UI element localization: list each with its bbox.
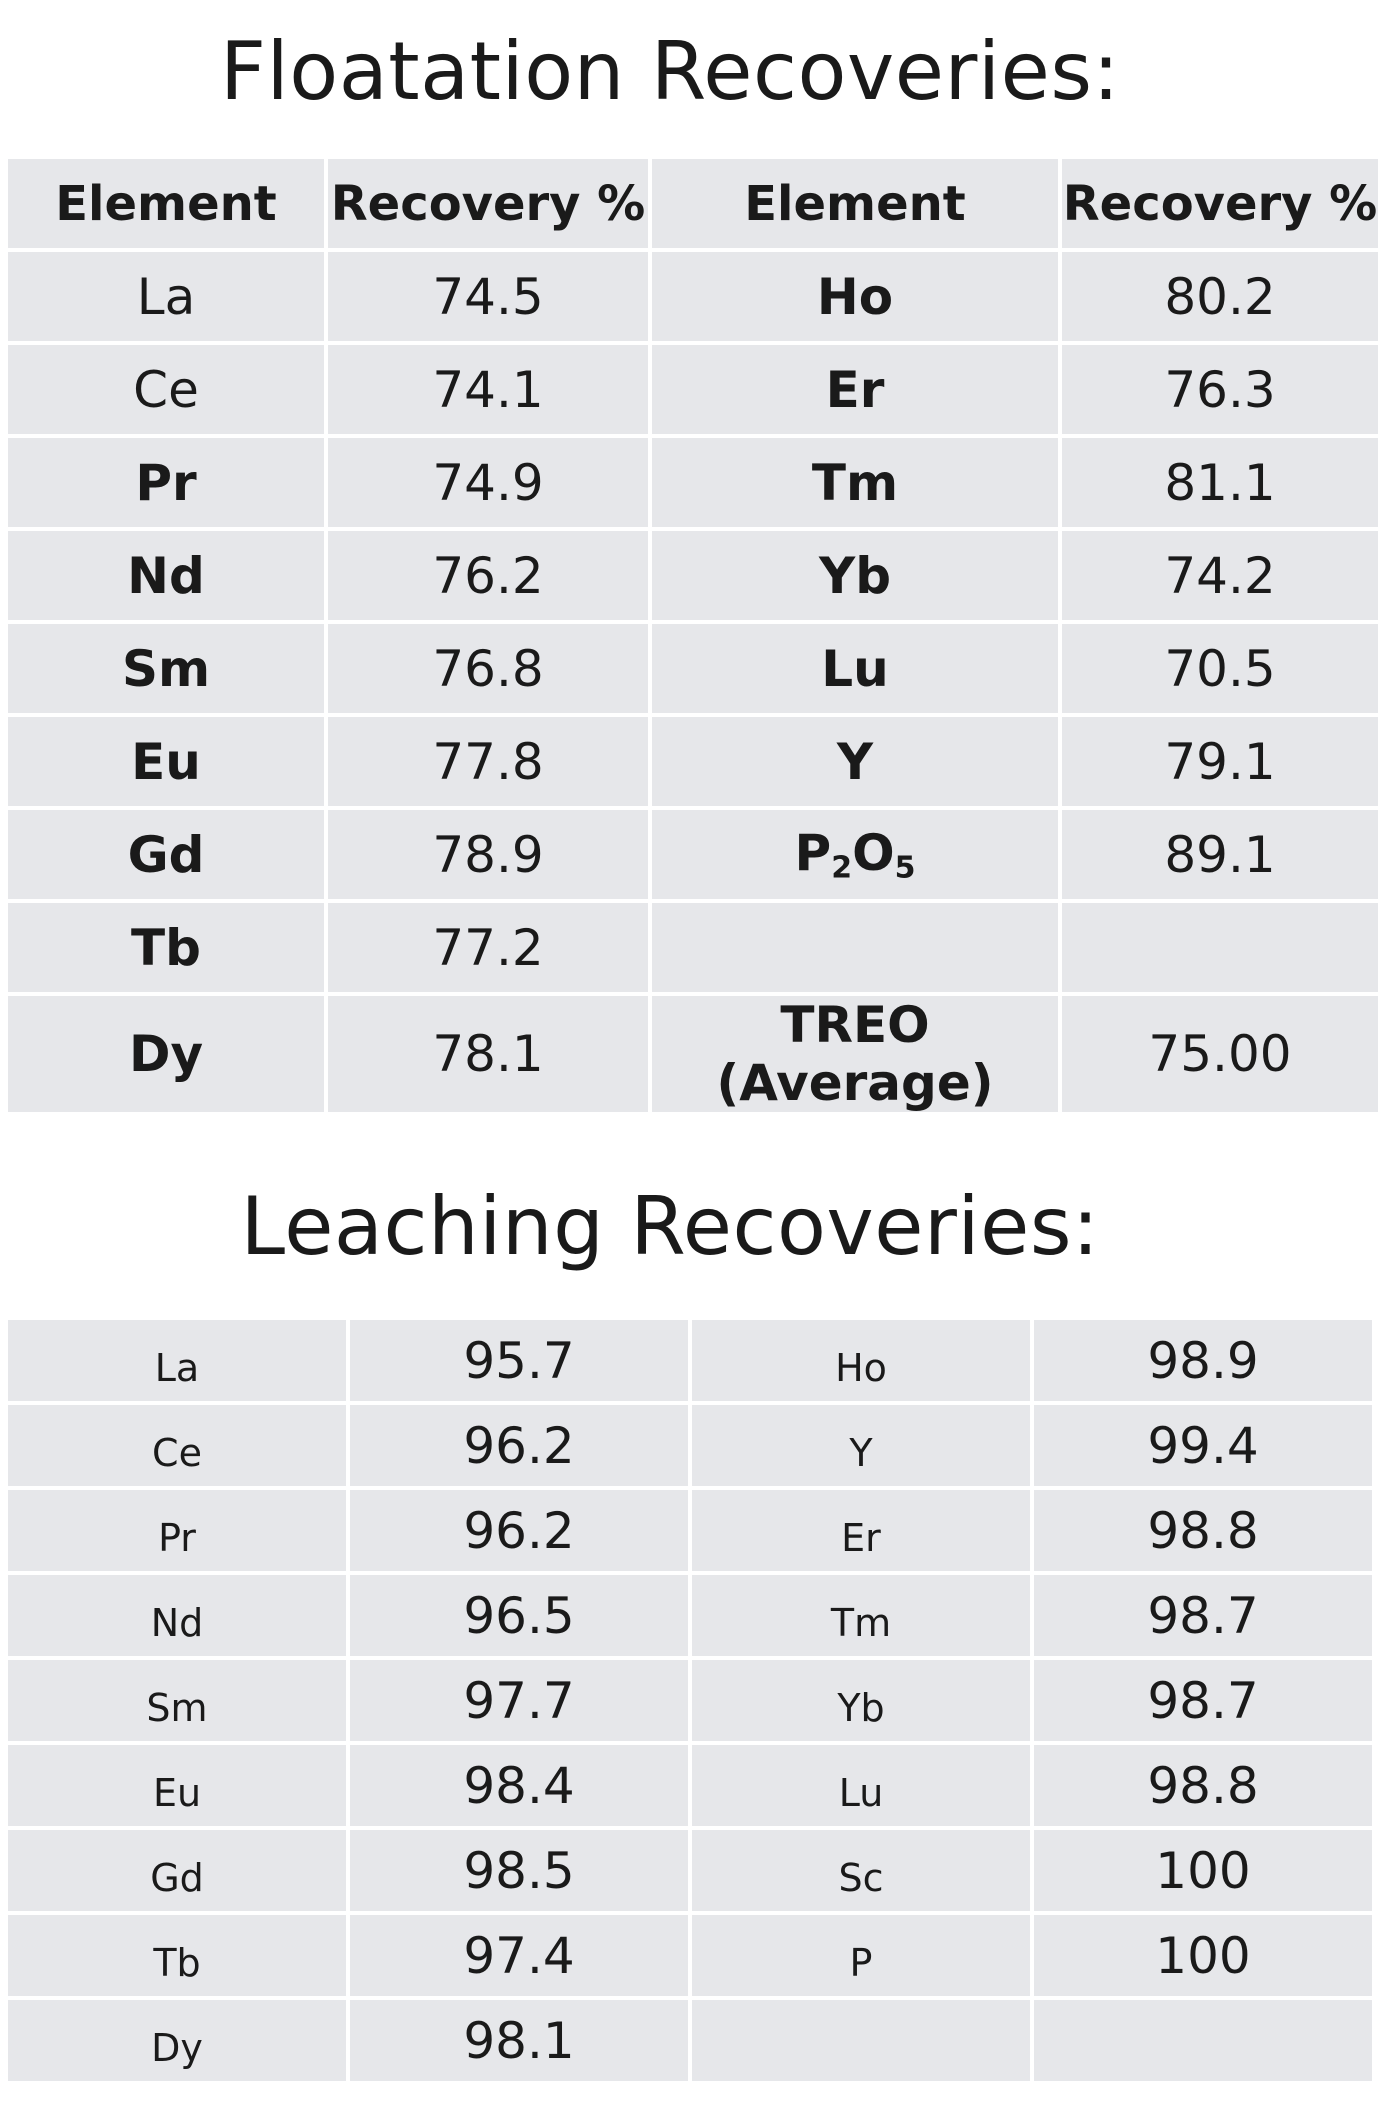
recovery-cell: 79.1 — [1062, 717, 1378, 806]
table-row — [8, 1830, 1372, 1911]
recovery-cell: 70.5 — [1062, 624, 1378, 713]
table-row — [8, 624, 1378, 713]
table-row — [8, 531, 1378, 620]
recovery-cell: 98.7 — [1034, 1575, 1372, 1656]
element-cell: La — [8, 1320, 346, 1401]
table-row — [8, 1660, 1372, 1741]
element-cell: Pr — [8, 1490, 346, 1571]
recovery-cell: 78.1 — [328, 996, 648, 1112]
recovery-cell: 98.8 — [1034, 1745, 1372, 1826]
table-row — [8, 252, 1378, 341]
recovery-cell: 98.8 — [1034, 1490, 1372, 1571]
table-row — [8, 438, 1378, 527]
recovery-cell — [1062, 903, 1378, 992]
floatation-title: Floatation Recoveries: — [220, 25, 1120, 118]
element-cell: Ce — [8, 345, 324, 434]
element-cell — [652, 903, 1058, 992]
element-cell: Lu — [652, 624, 1058, 713]
recovery-cell — [1034, 2000, 1372, 2081]
element-cell: Dy — [8, 996, 324, 1112]
element-cell: Gd — [8, 810, 324, 899]
table-row — [8, 345, 1378, 434]
recovery-cell: 97.4 — [350, 1915, 688, 1996]
element-cell: Nd — [8, 531, 324, 620]
recovery-cell: 81.1 — [1062, 438, 1378, 527]
recovery-cell: 76.8 — [328, 624, 648, 713]
element-cell: Sm — [8, 1660, 346, 1741]
element-cell: Dy — [8, 2000, 346, 2081]
element-cell: Er — [652, 345, 1058, 434]
recovery-cell: 74.2 — [1062, 531, 1378, 620]
element-cell: Er — [692, 1490, 1030, 1571]
element-cell: Sc — [692, 1830, 1030, 1911]
recovery-cell: 77.2 — [328, 903, 648, 992]
table-row — [8, 810, 1378, 899]
recovery-cell: 78.9 — [328, 810, 648, 899]
table-row — [8, 1490, 1372, 1571]
element-cell — [692, 2000, 1030, 2081]
table-row — [8, 1405, 1372, 1486]
table-row — [8, 2000, 1372, 2081]
element-cell: Tb — [8, 1915, 346, 1996]
element-cell: Yb — [652, 531, 1058, 620]
recovery-cell: 77.8 — [328, 717, 648, 806]
element-cell: Ce — [8, 1405, 346, 1486]
recovery-cell: 74.9 — [328, 438, 648, 527]
recovery-cell: 95.7 — [350, 1320, 688, 1401]
recovery-cell: 96.2 — [350, 1405, 688, 1486]
recovery-cell: 98.7 — [1034, 1660, 1372, 1741]
column-header: Recovery % — [328, 159, 648, 248]
recovery-cell: 98.9 — [1034, 1320, 1372, 1401]
element-cell: $P_2O_5$ — [652, 810, 1058, 899]
column-header: Element — [8, 159, 324, 248]
element-cell: TREO (Average) — [652, 996, 1058, 1112]
element-cell: Yb — [692, 1660, 1030, 1741]
element-cell: Ho — [692, 1320, 1030, 1401]
table-header-row — [8, 159, 1378, 248]
element-cell: Ho — [652, 252, 1058, 341]
element-cell: La — [8, 252, 324, 341]
table-row — [8, 1915, 1372, 1996]
element-cell: Pr — [8, 438, 324, 527]
recovery-cell: 74.1 — [328, 345, 648, 434]
recovery-cell: 98.1 — [350, 2000, 688, 2081]
floatation-table — [4, 155, 1382, 1116]
recovery-cell: 99.4 — [1034, 1405, 1372, 1486]
leaching-title: Leaching Recoveries: — [240, 1180, 1100, 1273]
element-cell: Eu — [8, 717, 324, 806]
element-cell: Sm — [8, 624, 324, 713]
element-cell: Nd — [8, 1575, 346, 1656]
table-row — [8, 717, 1378, 806]
column-header: Element — [652, 159, 1058, 248]
element-cell: Tm — [652, 438, 1058, 527]
recovery-cell: 76.2 — [328, 531, 648, 620]
leaching-table — [4, 1316, 1376, 2085]
element-cell: Tm — [692, 1575, 1030, 1656]
recovery-cell: 96.5 — [350, 1575, 688, 1656]
column-header: Recovery % — [1062, 159, 1378, 248]
element-cell: P — [692, 1915, 1030, 1996]
element-cell: Tb — [8, 903, 324, 992]
recovery-cell: 96.2 — [350, 1490, 688, 1571]
element-cell: Lu — [692, 1745, 1030, 1826]
table-row — [8, 1320, 1372, 1401]
table-row — [8, 996, 1378, 1112]
table-row — [8, 1575, 1372, 1656]
element-cell: Y — [692, 1405, 1030, 1486]
recovery-cell: 75.00 — [1062, 996, 1378, 1112]
recovery-cell: 97.7 — [350, 1660, 688, 1741]
recovery-cell: 76.3 — [1062, 345, 1378, 434]
table-row — [8, 1745, 1372, 1826]
recovery-cell: 74.5 — [328, 252, 648, 341]
element-cell: Gd — [8, 1830, 346, 1911]
recovery-cell: 89.1 — [1062, 810, 1378, 899]
element-cell: Eu — [8, 1745, 346, 1826]
recovery-cell: 98.4 — [350, 1745, 688, 1826]
recovery-cell: 100 — [1034, 1915, 1372, 1996]
element-cell: Y — [652, 717, 1058, 806]
recovery-cell: 80.2 — [1062, 252, 1378, 341]
recovery-cell: 100 — [1034, 1830, 1372, 1911]
recovery-cell: 98.5 — [350, 1830, 688, 1911]
table-row — [8, 903, 1378, 992]
